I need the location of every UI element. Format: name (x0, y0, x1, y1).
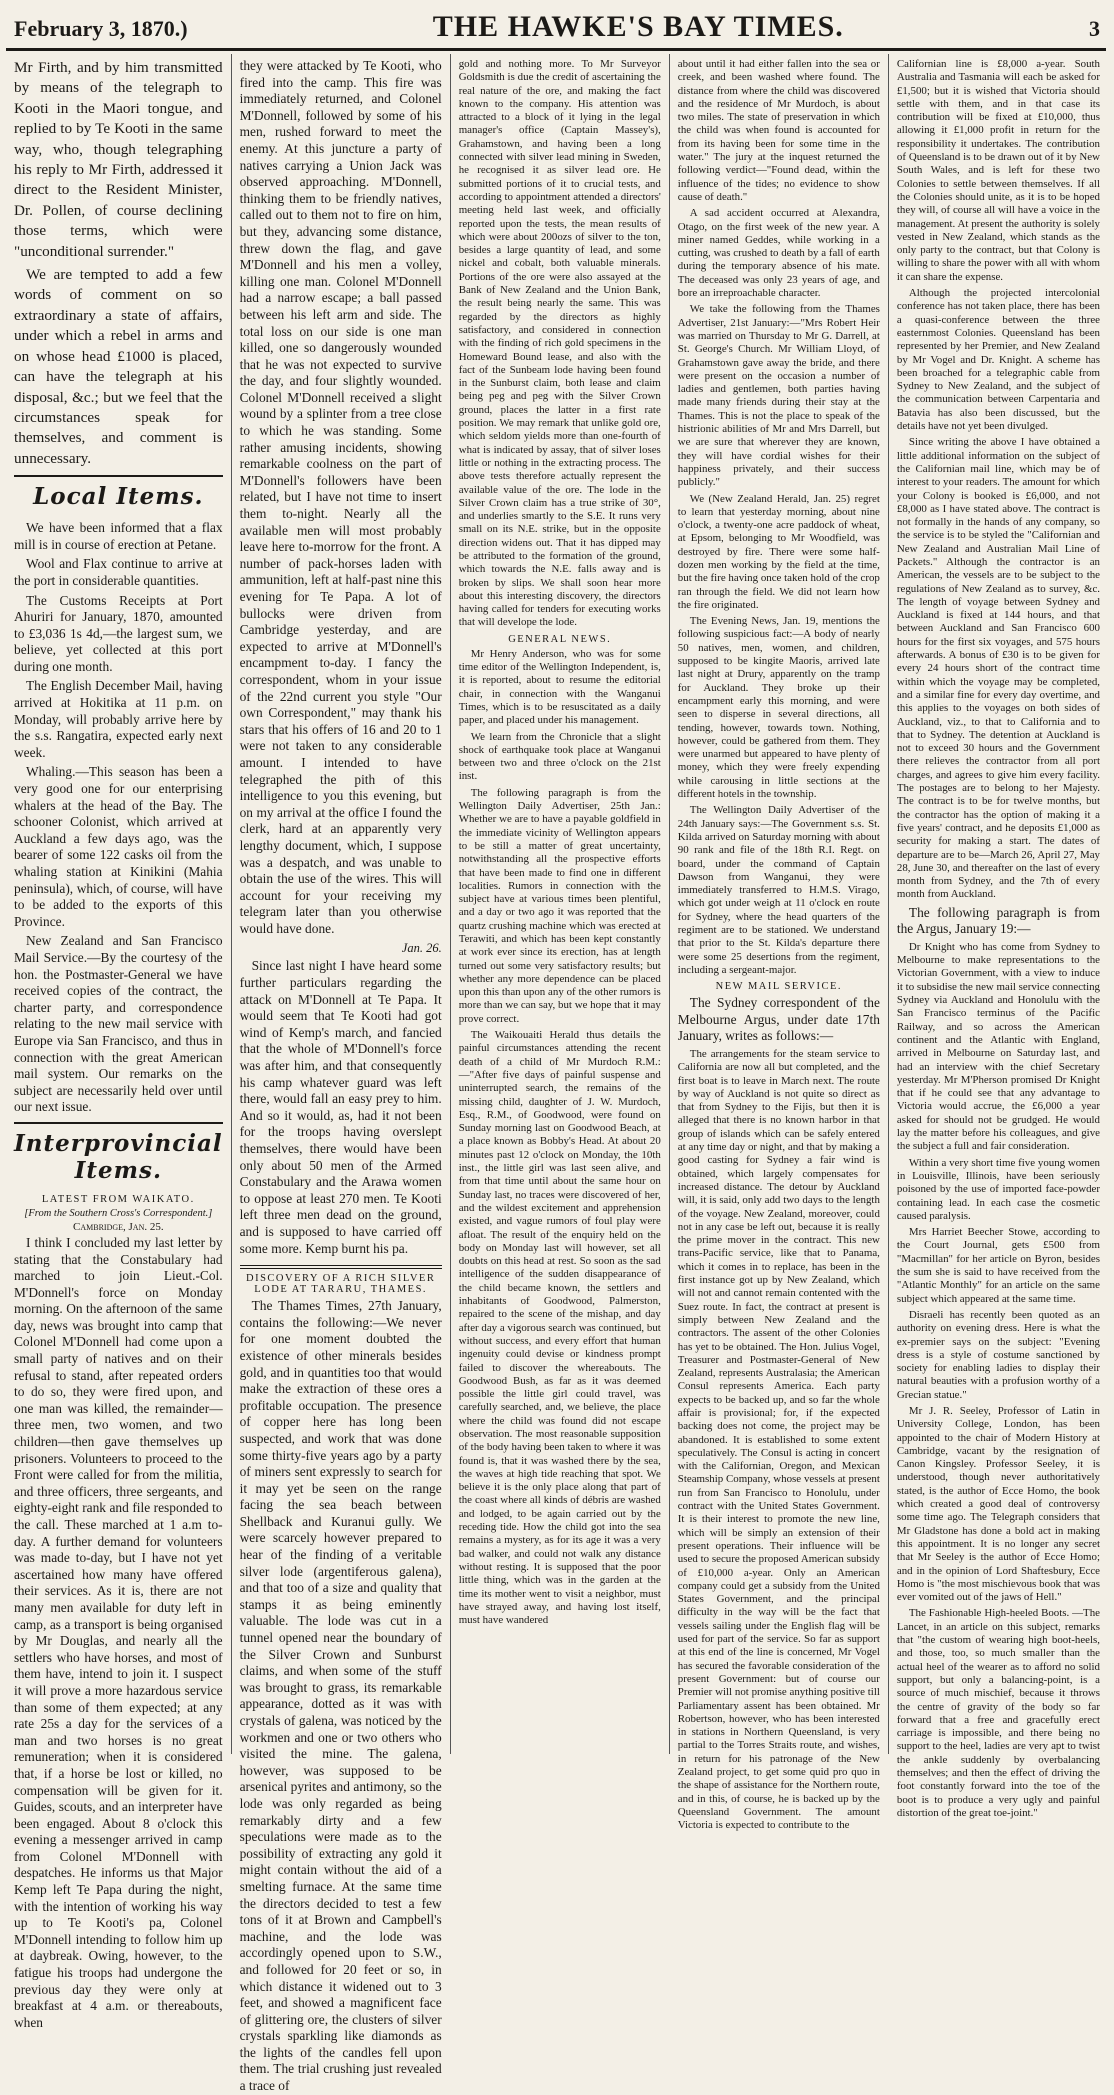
column-2 (232, 54, 451, 2094)
news-item: Disraeli has recently been quoted as an authority on evening dress. Here is what the ex-premier says on the subject: "Evening dress is a style of costume sanctioned by society for enabling ladies to display their natural beauties with a profusion worthy of a Grecian statue." (896, 1308, 1100, 1401)
news-item: The Wellington Daily Advertiser of the 24th January says:—The Government s.s. St. Kilda arrived on Saturday morning with about 90 rank and file of the 18th R.I. Regt. on board, under the command of Captain Dawson from Wanganui, they were immediately transferred to H.M.S. Virago, which got under weigh at 11 o'clock en route for Sydney, where the head quarters of the regiment are to be stationed. We understand that prior to the St. Kilda's departure there were some 25 desertions from the regiment, including a sergeant-major. (677, 804, 880, 976)
news-item: The Fashionable High-heeled Boots. —The Lancet, in an article on this subject, remarks that "the custom of wearing high boot-heels, and those, too, so much smaller than the actual heel of the wearer as to afford no solid support, but only a balancing-point, is a source of much mischief, because it throws the centre of gravity of the body so far forward that a free and gracefully erect carriage is impossible, and there being no support to the heel, ladies are very apt to twist the ankle suddenly by overbalancing themselves; and then the effect of driving the foot constantly forward into the toe of the boot is to produce a very ugly and painful distortion of the great toe-joint." (896, 1607, 1100, 1819)
article-paragraph: they were attacked by Te Kooti, who fired into the camp. This fire was immediately returned, and Colonel M'Donnell, followed by some of his men, rushed forward to meet the enemy. At this juncture a party of natives carrying a Union Jack was observed approaching. M'Donnell, thinking them to be friendly natives, called out to them not to fire on him, but they, advancing some distance, threw down the flag, and gave M'Donnell and his men a volley, killing one man. Colonel M'Donnell had a narrow escape; a ball passed between his left arm and side. The total loss on our side is one man killed, one so dangerously wounded that he was not expected to survive the day, and four slightly wounded. Colonel M'Donnell received a slight wound by a splinter from a tree close to which he was standing. Some rather amusing incidents, showing remarkable coolness on the part of M'Donnell's followers have been related, but I have not time to insert them to-night. Nearly all the available men will most probably leave here to-morrow for the front. A number of pack-horses laden with ammunition, left at half-past nine this evening for Te Papa. A lot of bullocks were driven from Cambridge yesterday, and are expected to arrive at M'Donnell's encampment to-day. I fancy the correspondent, whom in your issue of the 22nd current you style "Our own Correspondent," may thank his stars that his offers of 16 and 20 to 1 were not taken to any considerable amount. I intended to have telegraphed the pith of this intelligence to you this evening, but on my arrival at the office I found the clerk, hard at an apparently very lengthy document, which, I suppose was a despatch, and was unable to obtain the use of the wires. This will account for your receiving my telegram later than you otherwise would have done. (239, 58, 442, 936)
column-5 (889, 54, 1108, 1819)
issue-date: February 3, 1870.) (14, 16, 188, 41)
news-item: Mr Henry Anderson, who was for some time editor of the Wellington Independent, is, it is reported, about to resume the editorial chair, in connection with the Wanganui Times, which is to be resuscitated as a daily paper, and placed under his management. (458, 647, 661, 727)
news-item: The Waikouaiti Herald thus details the painful circumstances attending the recent death of a child of Mr Murdoch R.M.:—"After five days of painful suspense and uninterrupted search, the remains of the missing child, daughter of J. W. Murdoch, Esq., R.M., of Goodwood, were found on Sunday morning last on Goodwood Beach, at a place known as Bobby's Head. At about 20 minutes past 12 o'clock on Monday, the 10th inst., the little girl was last seen alive, and from that time until about the same hour on Sunday last, no traces were discovered of her, and the wildest excitement and apprehension existed, and vague rumors of foul play were afloat. The result of the enquiry held on the body on Monday last will however, set all doubts on this head at rest. So soon as the sad intelligence of the sudden disappearance of the child became known, the settlers and inhabitants of Goodwood, Palmerston, repaired to the scene of the mishap, and day after day a vigorous search was continued, but without success, and every effort that human ingenuity could devise or kindness prompt failed to discover the whereabouts. The Goodwood Bush, as far as it was deemed possible the little girl could travel, was carefully searched, and, we believe, the place where the child was found did not escape observation. The most reasonable supposition of the body having been taken to where it was found is, that it was washed there by the sea, the waves at high tide reaching that spot. We believe it is the only place along that part of the coast where all kinds of débris are washed and lodged, to be again carried out by the receding tide. How the child got into the sea remains a mystery, as for its age it was a very bad walker, and could not walk any distance without resting. It is supposed that the poor little thing, which was in the garden at the time its mother went to visit a neighbor, must have strayed away, and having lost itself, must have wandered (458, 1029, 661, 1627)
interprovincial-items-heading: Interprovincial Items. (14, 1122, 223, 1188)
news-item: Wool and Flax continue to arrive at the port in considerable quantities. (14, 556, 223, 588)
news-item: We learn from the Chronicle that a slight shock of earthquake took place at Wanganui between two and three o'clock on the 21st inst. (458, 730, 661, 783)
page-number: 3 (1089, 16, 1100, 41)
column-4 (670, 54, 889, 1832)
article-paragraph: Since last night I have heard some further particulars regarding the attack on M'Donnell at Te Papa. It would seem that Te Kooti had got wind of Kemp's march, and fancied that the whole of M'Donnell's force was after him, and that consequently his camp whatever guard was left there, would fall an easy prey to him. And so it would, as, had it not been for the troops having overslept themselves, there would have been only about 50 men of the Armed Constabulary and the Arawa women to oppose at least 270 men. Te Kooti left three men dead on the ground, and is supposed to have carried off some more. Kemp burnt his pa. (239, 958, 442, 1256)
column-1 (6, 54, 232, 2030)
masthead (0, 0, 1114, 48)
local-items-heading: Local Items. (14, 475, 223, 514)
article-paragraph: Since writing the above I have obtained a little additional information on the subject of the Californian mail line, which may be of interest to your readers. The amount for which your Colony is booked is £6,000, and not £8,000 as I have stated above. The contract is not formally in the hands of any company, so the service is to be styled the "Californian and New Zealand and Australian Mail Line of Packets." Although the contractor is an American, the vessels are to be subject to the regulations of New Zealand as to survey, &c. The length of voyage between Sydney and Auckland is fixed at 144 hours, and that between Auckland and San Francisco 600 hours for the first six voyages, and 575 hours afterwards. A bonus of £30 is to be given for every 24 hours short of the contract time within which the voyage may be completed, and a similar fine for every day overtime, and this applies to the voyages on both sides of Auckland, viz., to that to California and to that to Sydney. The detention at Auckland is not to exceed 30 hours and the Government there relieves the contractor from all port charges, and agrees to give him every facility. The postages are to belong to her Majesty. The contract is to be for twelve months, but the contractor has the option of making it a five years' contract, and he deposits £1,000 as security for making a start. The dates of departure are to be—March 26, April 27, May 28, June 30, and thereafter on the last of every month from Sydney, and the 7th of every month from Auckland. (896, 436, 1100, 901)
article-paragraph: We are tempted to add a few words of comment on so extraordinary a state of affairs, under which a rebel in arms and on whose head £1000 is placed, can have the telegraph at his disposal, &c.; but we feel that the circumstances speak for themselves, and comment is unnecessary. (14, 266, 223, 467)
mail-service-heading: NEW MAIL SERVICE. (715, 981, 843, 993)
article-paragraph: Californian line is £8,000 a-year. South Australia and Tasmania will each be asked for £1,500; but it is wished that Victoria should settle with them, and in that case its contribution will be fixed at £10,000, thus allowing it £1,000 profit in return for the responsibility it undertakes. The contribution of Queensland is to be drawn out of it by New South Wales, and is left for these two Colonies to settle between themselves. If all the Colonies should unite, as it is to be hoped they will, of course all will have a voice in the management. At present the authority is solely vested in New Zealand, which stands as the only party to the contract, but that Colony is willing to share the power with all with whom it can share the expense. (896, 58, 1100, 283)
news-item: The Customs Receipts at Port Ahuriri for January, 1870, amounted to £3,036 1s 4d,—the largest sum, we believe, yet collected at this port during one month. (14, 592, 223, 674)
news-item: Mr J. R. Seeley, Professor of Latin in University College, London, has been appointed to the chair of Modern History at Cambridge, vacant by the resignation of Canon Kingsley. Professor Seeley, it is understood, though never authoritatively stated, is the author of Ecce Homo, the book which created a good deal of controversy some time ago. The Telegraph considers that Mr Gladstone has done a bold act in making this appointment. It is no longer any secret that Mr Seeley is the author of Ecce Homo; and in the opinion of Lord Shaftesbury, Ecce Homo is "the most mischievous book that was ever vomited out of the jaws of Hell." (896, 1404, 1100, 1604)
column-3 (451, 54, 670, 1754)
news-item: We have been informed that a flax mill is in course of erection at Petane. (14, 520, 223, 552)
article-paragraph: The Sydney correspondent of the Melbourne Argus, under date 17th January, writes as follows:— (677, 995, 880, 1044)
news-item: A sad accident occurred at Alexandra, Otago, on the first week of the new year. A miner named Geddes, while working in a cutting, was crushed to death by a fall of earth during the temporary absence of his mate. The deceased was only 23 years of age, and bore an irreproachable character. (677, 207, 880, 300)
news-item: New Zealand and San Francisco Mail Service.—By the courtesy of the hon. the Postmaster-General we have received copies of the contract, the charter party, and correspondence relating to the new mail service with Europe via San Francisco, and thus in connection with the great American mail system. Our remarks on the subject are necessarily held over until our next issue. (14, 933, 223, 1115)
subsection-heading: LATEST FROM WAIKATO. (41, 1193, 195, 1205)
article-paragraph: Dr Knight who has come from Sydney to Melbourne to make representations to the Victorian Government, with a view to induce it to subsidise the new mail service connecting Sydney via Auckland and Honolulu with the San Francisco terminus of the Pacific Railway, and so across the American continent and the Atlantic with England, arrived in Melbourne on Saturday last, and had an interview with the chief Secretary yesterday. Mr M'Pherson promised Dr Knight that if he could see that any advantage to Victoria would accrue, the £6,000 a year asked for should not be grudged. He would lay the matter before his colleagues, and give the subject a full and fair consideration. (896, 940, 1100, 1153)
article-heading: DISCOVERY OF A RICH SILVER LODE AT TARARU, THAMES. (245, 1273, 436, 1296)
news-item: The Evening News, Jan. 19, mentions the following suspicious fact:—A body of nearly 50 natives, men, women, and children, supposed to be kingite Maoris, arrived late last night at Drury, apparently on the tramp for Auckland. They broke up their encampment early this morning, and were seen to disperse in several directions, all tending, however, towards town. Nothing, however, could be gathered from them. They were unarmed but appeared to have plenty of money, which they were freely expending while carousing in little sections at the different hotels in the township. (677, 615, 880, 801)
news-item: The following paragraph is from the Wellington Daily Advertiser, 25th Jan.: Whether we are to have a payable goldfield in the immediate vicinity of Wellington appears to be still a matter of great uncertainty, notwithstanding all the prospective efforts that have been made to find one in different localities. Rumors in connection with the subject have at various times been plentiful, and a day or two ago it was reported that the quartz crushing machine which was erected at Terawiti, and which has been kept constantly at work ever since its erection, has at length turned out some very satisfactory results; but whether any more dependence can be placed upon this than upon any of the other rumors is more than we can say, but we hope that it may prove correct. (458, 786, 661, 1025)
article-paragraph: The following paragraph is from the Argus, January 19:— (896, 904, 1100, 937)
newspaper-title: THE HAWKE'S BAY TIMES. (432, 10, 844, 43)
news-item: Mrs Harriet Beecher Stowe, according to the Court Journal, gets £500 from "Macmillan" for her article on Byron, besides the sum she is said to have received from the "Atlantic Monthly" for an article on the same subject which appeared at the same time. (896, 1226, 1100, 1305)
newspaper-columns (6, 54, 1108, 2094)
correspondent-credit: [From the Southern Cross's Correspondent.] (24, 1207, 213, 1219)
general-news-heading: GENERAL NEWS. (508, 633, 612, 645)
article-paragraph: Mr Firth, and by him transmitted by means of the telegraph to Kooti in the Maori tongue, and replied to by Te Kooti in the same way, who, though telegraphing his reply to Mr Firth, addressed it direct to the Resident Minister, Dr. Pollen, of course declining those terms, which were "unconditional surrender." (14, 59, 223, 260)
news-item: Within a very short time five young women in Louisville, Illinois, have been seriously poisoned by the use of imported face-powder containing lead. In each case the cosmetic caused paralysis. (896, 1156, 1100, 1222)
article-paragraph: I think I concluded my last letter by stating that the Constabulary had marched to join Lieut.-Col. M'Donnell's force on Monday morning. On the afternoon of the same day, news was brought into camp that Colonel M'Donnell had come upon a small party of natives and on their refusal to stand, after repeated orders to do so, they were fired upon, and one man was killed, the remainder—three men, two women, and two children—then gave themselves up prisoners. Volunteers to proceed to the Front were called for from the militia, and three officers, three sergeants, and eighty-eight rank and file responded to the call. These marched at 1 a.m to-day. A further demand for volunteers was made to-day, but I have not yet ascertained how many have offered their services. As it is, there are not many men available for duty left in camp, as a transport is being organised by Mr Douglas, and nearly all the settlers who have horses, and most of them have, intend to join it. I suspect it will prove a more hazardous service than some of them expected; at any rate 25s a day for the services of a man and two horses is no great remuneration; when it is considered that, if a horse be lost or killed, no compensation will be given for it. Guides, scouts, and an interpreter have been engaged. About 8 o'clock this evening a messenger arrived in camp from Colonel M'Donnell with despatches. He informs us that Major Kemp left Te Papa during the night, with the intention of working his way up to Te Kooti's pa, Colonel M'Donnell intending to follow him up at daybreak. Owing, however, to the fatigue his troops had undergone the previous day they were only at breakfast at 4 a.m. or thereabouts, when (14, 1234, 223, 2030)
dateline: Jan. 26. (401, 941, 442, 956)
article-paragraph: Although the projected intercolonial conference has not taken place, there has been a quasi-conference between the three easternmost Colonies. Queensland has been represented by her Premier, and New Zealand by Mr Vogel and Dr. Knight. A scheme has been broached for a telegraphic cable from Sydney to New Zealand, and the subject of the communication between Carpentaria and Batavia has also been discussed, but the details have not yet been divulged. (896, 287, 1100, 433)
article-paragraph: gold and nothing more. To Mr Surveyor Goldsmith is due the credit of ascertaining the real nature of the ore, and making the fact known to the company. His attention was attracted to a block of it lying in the legal manager's office (Captain Massey's), Grahamstown, and having been a long connected with silver lead mining in Sweden, he recognised it as silver lead ore. He submitted portions of it to crucial tests, and according to appointment attended a directors' meeting held last week, and officially reported upon the tests, the mean results of which were about 200ozs of silver to the ton, besides a large quantity of lead, and some nickel and cobalt, both valuable minerals. Portions of the ore were also assayed at the Bank of New Zealand and the Union Bank, the result being nearly the same. This was regarded by the directors as highly satisfactory, and considered in connection with the finding of rich gold specimens in the Homeward Bound lease, and also with the fact of the Sunbeam lode having been found in the Sunburst claim, both lease and claim being peg and peg with the Silver Crown ground, places the latter in a first rate position. We may remark that unlike gold ore, which seldom yields more than one-fourth of what is indicated by assay, that of silver loses little or nothing in the extracting process. The above tests therefore actually represent the available value of the ore. The lode in the Silver Crown claim has a true strike of 30°, and underlies smartly to the S.E. It runs very small on its N.E. strike, but in the opposite direction widens out. That it has dipped may be attributed to the formation of the ground, which towards the N.E. falls away and is broken by slips. We shall soon hear more about this interesting discovery, the directors having called for tenders for executing works that will develope the lode. (458, 58, 661, 629)
news-item: The English December Mail, having arrived at Hokitika at 11 p.m. on Monday, will probably arrive here by the s.s. Rangatira, expected early next week. (14, 678, 223, 760)
article-paragraph: about until it had either fallen into the sea or creek, and been washed where found. The distance from where the child was discovered and the residence of Mr Murdoch, is about two miles. The state of preservation in which the child was when found is accounted for from its having been for some time in the water." The jury at the inquest returned the following verdict—"Found dead, within the influence of the tides; no evidence to show cause of death." (677, 58, 880, 203)
article-paragraph: The arrangements for the steam service to California are now all but completed, and the first boat is to leave in March next. The route by way of Auckland is not quite so direct as that from Sydney to the Fijis, but then it is alleged that there is no known harbor in that group of islands which can be safely entered at any time day or night, and that by making a good casting for Sydney a fair wind is obtained, which largely compensates for increased distance. The detour by Auckland will, it is said, only add two days to the length of the voyage. New Zealand, moreover, could not in any case be left out, because it is really the prime mover in the contract. This new trans-Pacific service, like that to Panama, which it comes in to replace, has been in the first instance got up by New Zealand, which will not and cannot remain contented with the Suez route. In fact, the contract at present is simply between New Zealand and the contractors. The assent of the other Colonies has yet to be obtained. The Hon. Julius Vogel, Treasurer and Postmaster-General of New Zealand, represents Australasia; the American Consul represents America. Each party expects to be backed up, and so far the whole affair is provisional; for, if the expected backing does not come, the project may be abandoned. It is established to some extent speculatively. The Consul is acting in concert with the Californian, Oregon, and Mexican Steamship Company, whose vessels at present run from San Francisco to Honolulu, under contract with the United States Government. It is their interest to promote the new line, which will be simply an extension of their present operations. Their influence will be used to secure the proposed American subsidy of £10,000 a-year. Only an American company could get a subsidy from the United States Government, and the principal difficulty in the way will be the fact that vessels sailing under the English flag will be used for part of the service. So far as support at this end of the line is concerned, Mr Vogel has secured the favorable consideration of the present Government: but of course our Premier will not promise anything positive till Parliamentary assent has been obtained. Mr Robertson, however, who has been interested in stations in Northern Queensland, is very partial to the Torres Straits route, and wishes, in return for his patronage of the New Zealand project, to get some quid pro quo in the shape of assistance for the Northern route, and in this, of course, he is backed up by the Queensland Government. The amount Victoria is expected to contribute to the (677, 1047, 880, 1832)
news-item: We take the following from the Thames Advertiser, 21st January:—"Mrs Robert Heir was married on Thursday to Mr G. Darrell, at St. George's Church. Mr William Lloyd, of Grahamstown gave away the bride, and there were present on the occasion a number of ladies and gentlemen, both parties having made many friends during their stay at the Thames. This is not the place to speak of the histrionic abilities of Mr and Mrs Darrell, but we are sure that wherever they are known, they will have cordial wishes for their happiness privately, and their success publicly." (677, 303, 880, 489)
news-item: Whaling.—This season has been a very good one for our enterprising whalers at the head of the Bay. The schooner Colonist, which arrived at Auckland a few days ago, was the bearer of some 122 casks oil from the whaling station at Kinikini (Mahia peninsula), which, of course, will have to be added to the exports of this Province. (14, 764, 223, 929)
article-paragraph: The Thames Times, 27th January, contains the following:—We never for one moment doubted the existence of other minerals besides gold, and in quantities too that would make the extraction of these ores a profitable occupation. The presence of copper here has long been suspected, and work that was done some thirty-five years ago by a party of miners sent expressly to search for it may yet be seen on the range facing the sea beach between Shellback and Kuranui gully. We were scarcely however prepared to hear of the finding of a veritable silver lode (argentiferous galena), and that too of a size and quality that stamps it as being eminently valuable. The lode was cut in a tunnel opened near the boundary of the Silver Crown and Sunburst claims, and when some of the stuff was brought to grass, its remarkable appearance, dotted as it was with crystals of galena, was noticed by the workmen and one or two others who visited the mine. The galena, however, was supposed to be arsenical pyrites and antimony, so the lode was only regarded as being remarkably dirty and a few speculations were made as to the possibility of extracting any gold it might contain without the aid of a smelting furnace. At the same time the directors decided to test a few tons of it at Brown and Campbell's machine, and the lode was accordingly opened upon to S.W., and followed for 20 feet or so, in which distance it widened out to 3 feet, and showed a magnificent face of glittering ore, the clusters of silver crystals sparkling like diamonds as the lights of the candles fell upon them. The trial crushing just revealed a trace of (239, 1298, 442, 2094)
news-item: We (New Zealand Herald, Jan. 25) regret to learn that yesterday morning, about nine o'clock, a twenty-one acre paddock of wheat, at Epsom, belonging to Mr Woodfield, was destroyed by fire. There were some half-dozen men working by the field at the time, but the fire having once taken hold of the crop ran through the field. We did not learn how the fire originated. (677, 492, 880, 611)
section-divider (240, 1265, 442, 1269)
masthead-rule (6, 48, 1106, 51)
dateline: Cambridge, Jan. 25. (73, 1220, 164, 1233)
